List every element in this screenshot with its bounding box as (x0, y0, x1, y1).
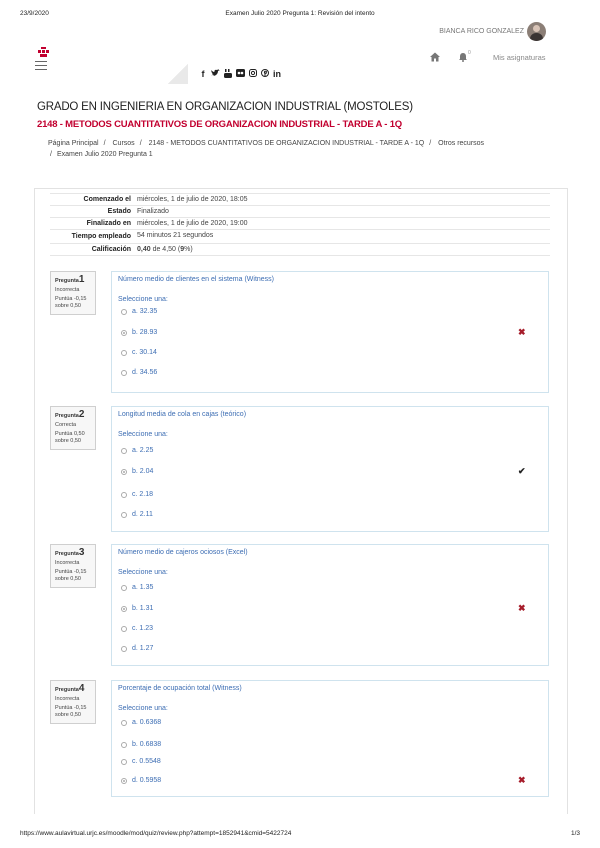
avatar[interactable] (527, 22, 546, 41)
grade-max: de 4,50 ( (152, 246, 181, 253)
answer-prompt: Seleccione una: (118, 431, 168, 438)
radio-button[interactable] (121, 370, 127, 376)
breadcrumb-course[interactable]: 2148 - METODOS CUANTITATIVOS DE ORGANIZACION INDUSTRIAL - TARDE A - 1Q (148, 140, 425, 147)
bell-icon[interactable] (458, 52, 468, 62)
answer-option-label: b. 28.93 (132, 329, 158, 336)
summary-row-finished (50, 217, 550, 229)
radio-button[interactable] (121, 720, 127, 726)
radio-button[interactable] (121, 350, 127, 356)
menu-toggle-icon[interactable] (35, 61, 47, 73)
question-text: Longitud media de cola en cajas (teórico) (118, 411, 247, 418)
header-divider (168, 64, 188, 84)
question-info (50, 406, 96, 450)
answer-option-label: a. 1.35 (132, 584, 154, 591)
question-grade: Puntúa -0,15 sobre 0,50 (55, 569, 87, 582)
radio-button[interactable] (121, 759, 127, 765)
question-content (111, 680, 549, 797)
question-prefix: Pregunta (55, 551, 79, 557)
answer-option-label: b. 0.6838 (132, 741, 162, 748)
summary-value: miércoles, 1 de julio de 2020, 18:05 (137, 196, 248, 203)
question-state: Correcta (55, 422, 77, 428)
pinterest-icon[interactable] (261, 69, 269, 80)
radio-button[interactable] (121, 626, 127, 632)
question-number (55, 274, 95, 285)
answer-option-label: d. 0.5958 (132, 777, 162, 784)
notification-count: 0 (468, 50, 471, 56)
question-state: Incorrecta (55, 560, 80, 566)
print-date: 23/9/2020 (20, 10, 49, 17)
answer-option[interactable] (121, 777, 161, 784)
radio-button[interactable] (121, 469, 127, 475)
question-num: 4 (78, 683, 85, 694)
summary-label: Finalizado en (86, 220, 131, 227)
radio-button[interactable] (121, 778, 127, 784)
summary-label: Tiempo empleado (71, 233, 131, 240)
answer-option[interactable] (121, 491, 153, 498)
question-num: 1 (78, 274, 85, 285)
answer-option-label: c. 0.5548 (132, 758, 161, 765)
course-subtitle: 2148 - METODOS CUANTITATIVOS DE ORGANIZACION INDUSTRIAL - TARDE A - 1Q (37, 119, 402, 130)
answer-option[interactable] (121, 741, 161, 748)
question-num: 3 (78, 547, 85, 558)
question-num: 2 (78, 409, 85, 420)
question-state: Incorrecta (55, 287, 80, 293)
cross-icon: ✖ (518, 327, 526, 337)
radio-button[interactable] (121, 606, 127, 612)
answer-option-label: b. 2.04 (132, 468, 154, 475)
university-logo-icon[interactable] (38, 47, 49, 57)
summary-label: Calificación (91, 246, 131, 253)
print-url: https://www.aulavirtual.urjc.es/moodle/mod/quiz/review.php?attempt=1852941&cmid=5422724 (20, 830, 292, 837)
youtube-icon[interactable] (224, 69, 232, 80)
breadcrumb-courses[interactable]: Cursos (112, 140, 135, 147)
question-text: Porcentaje de ocupación total (Witness) (118, 685, 242, 692)
answer-option[interactable] (121, 625, 153, 632)
grade-score: 0,40 (137, 246, 151, 253)
answer-option-label: a. 32.35 (132, 308, 158, 315)
grade-close: %) (184, 246, 193, 253)
question-grade: Puntúa -0,15 sobre 0,50 (55, 296, 87, 309)
summary-value (137, 246, 550, 253)
summary-label: Estado (107, 208, 131, 215)
answer-option-label: c. 30.14 (132, 349, 157, 356)
user-name[interactable]: BIANCA RICO GONZALEZ (439, 28, 524, 35)
answer-option-label: c. 1.23 (132, 625, 154, 632)
facebook-icon[interactable]: f (201, 69, 205, 79)
answer-option[interactable] (121, 584, 153, 591)
summary-value: miércoles, 1 de julio de 2020, 19:00 (137, 220, 248, 227)
twitter-icon[interactable] (211, 69, 220, 80)
question-grade: Puntúa 0,50 sobre 0,50 (55, 431, 85, 444)
answer-option[interactable] (121, 645, 153, 652)
summary-value: 54 minutos 21 segundos (137, 232, 214, 239)
question-text: Número medio de clientes en el sistema (Witness) (118, 276, 275, 283)
answer-option-label: c. 2.18 (132, 491, 154, 498)
summary-value: Finalizado (137, 208, 169, 215)
grade-percent: 9 (180, 246, 185, 253)
question-number (55, 683, 95, 694)
answer-option[interactable] (121, 349, 157, 356)
answer-option[interactable] (121, 369, 157, 376)
radio-button[interactable] (121, 330, 127, 336)
cross-icon: ✖ (518, 775, 526, 785)
answer-option[interactable] (121, 329, 157, 336)
question-grade: Puntúa -0,15 sobre 0,50 (55, 705, 87, 718)
instagram-icon[interactable] (249, 69, 257, 80)
answer-option[interactable] (121, 719, 161, 726)
home-icon[interactable] (430, 52, 440, 62)
summary-row-time (50, 229, 550, 243)
answer-option[interactable] (121, 447, 153, 454)
answer-prompt: Seleccione una: (118, 705, 168, 712)
breadcrumb-exam[interactable]: Examen Julio 2020 Pregunta 1 (56, 151, 153, 158)
radio-button[interactable] (121, 646, 127, 652)
breadcrumb-home[interactable]: Página Principal (48, 140, 99, 147)
radio-button[interactable] (121, 512, 127, 518)
linkedin-icon[interactable]: in (273, 69, 281, 79)
radio-button[interactable] (121, 309, 127, 315)
radio-button[interactable] (121, 742, 127, 748)
radio-button[interactable] (121, 585, 127, 591)
question-state: Incorrecta (55, 696, 80, 702)
summary-row-started (50, 193, 550, 205)
answer-option[interactable] (121, 308, 157, 315)
question-prefix: Pregunta (55, 413, 79, 419)
answer-option[interactable] (121, 605, 153, 612)
answer-option-label: d. 2.11 (132, 511, 153, 518)
question-number (55, 409, 95, 420)
my-subjects-link[interactable]: Mis asignaturas (493, 53, 546, 62)
cross-icon: ✖ (518, 603, 526, 613)
answer-prompt: Seleccione una: (118, 296, 168, 303)
social-links (199, 69, 281, 80)
radio-button[interactable] (121, 448, 127, 454)
answer-option[interactable] (121, 758, 161, 765)
question-prefix: Pregunta (55, 278, 79, 284)
flickr-icon[interactable] (236, 69, 245, 80)
answer-option-label: a. 0.6368 (132, 719, 162, 726)
radio-button[interactable] (121, 492, 127, 498)
answer-option-label: d. 1.27 (132, 645, 154, 652)
summary-row-state (50, 205, 550, 217)
summary-row-grade (50, 243, 550, 256)
answer-option-label: d. 34.56 (132, 369, 158, 376)
breadcrumb-resources[interactable]: Otros recursos (438, 140, 485, 147)
summary-label: Comenzado el (83, 196, 131, 203)
breadcrumb: Página Principal / Cursos / 2148 - METODOS CUANTITATIVOS DE ORGANIZACION INDUSTRIAL - TARDE A - 1Q / Otros recursos / Examen Julio 2020 Pregunta 1 (48, 140, 485, 158)
answer-option[interactable] (121, 468, 153, 475)
answer-prompt: Seleccione una: (118, 569, 168, 576)
question-content (111, 544, 549, 666)
page-title: GRADO EN INGENIERIA EN ORGANIZACION INDUSTRIAL (MOSTOLES) (37, 101, 413, 113)
attempt-summary-table (50, 193, 550, 256)
question-info (50, 544, 96, 588)
question-number (55, 547, 95, 558)
question-content (111, 271, 549, 393)
answer-option[interactable] (121, 511, 153, 518)
question-content (111, 406, 549, 532)
print-title: Examen Julio 2020 Pregunta 1: Revisión del intento (225, 10, 375, 17)
question-text: Número medio de cajeros ociosos (Excel) (118, 549, 248, 556)
question-info (50, 680, 96, 724)
question-info (50, 271, 96, 315)
print-page-number: 1/3 (570, 830, 580, 837)
answer-option-label: b. 1.31 (132, 605, 154, 612)
answer-option-label: a. 2.25 (132, 447, 154, 454)
question-prefix: Pregunta (55, 687, 79, 693)
check-icon: ✔ (518, 466, 526, 476)
